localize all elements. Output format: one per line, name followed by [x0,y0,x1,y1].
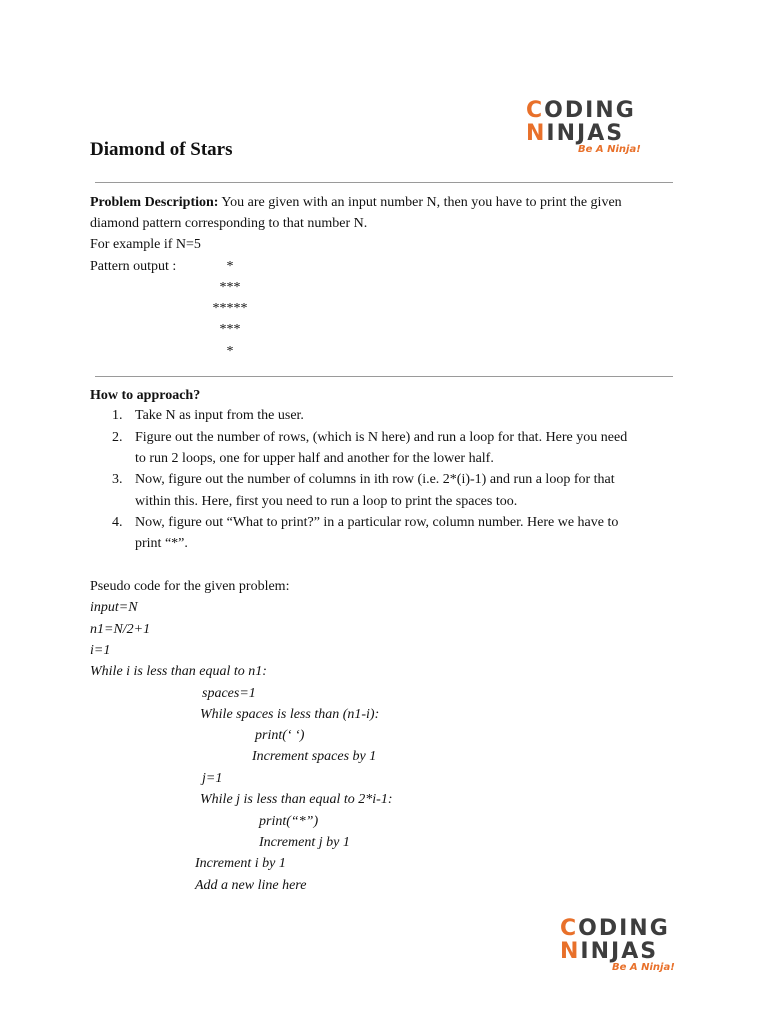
step-text: Now, figure out the number of columns in ith row (i.e. 2*(i)-1) and run a loop for that [135,472,615,487]
pseudo-line: While j is less than equal to 2*i-1: [200,792,393,807]
pattern-row: * [226,344,234,359]
pseudo-line: spaces=1 [202,686,256,701]
step-text: Now, figure out “What to print?” in a particular row, column number. Here we have to [135,515,619,530]
step-text: print “*”. [135,536,188,551]
example-line: For example if N=5 [90,237,201,252]
coding-ninjas-logo-footer [560,918,675,973]
logo-tagline: Be A Ninja! [612,962,675,973]
logo-tagline: Be A Ninja! [578,144,641,155]
pseudo-line: n1=N/2+1 [90,622,151,637]
logo-line-2: NINJAS [526,121,625,146]
step-number: 4. [112,515,123,530]
pseudo-line: While i is less than equal to n1: [90,664,267,679]
step-text: within this. Here, first you need to run a loop to print the spaces too. [135,494,518,509]
coding-ninjas-logo [526,100,641,155]
problem-text-2: diamond pattern corresponding to that number N. [90,216,368,231]
pseudo-line: Increment i by 1 [195,856,286,871]
logo-line-2: NINJAS [560,939,659,964]
pattern-row: * [226,259,234,274]
pseudo-line: input=N [90,600,138,615]
step-number: 3. [112,472,123,487]
step-number: 1. [112,408,123,423]
page-title: Diamond of Stars [90,139,233,160]
pseudo-line: i=1 [90,643,111,658]
step-text: Take N as input from the user. [135,408,304,423]
pseudo-line: Increment spaces by 1 [252,749,377,764]
pattern-output-label: Pattern output : [90,259,177,274]
problem-text-1: You are given with an input number N, then you have to print the given [218,195,622,210]
step-text: Figure out the number of rows, (which is N here) and run a loop for that. Here you need [135,430,628,445]
logo-line-1: CODING [560,916,670,941]
approach-heading: How to approach? [90,388,201,403]
pattern-row: *** [219,322,241,337]
pattern-row: *** [219,280,241,295]
pseudo-heading: Pseudo code for the given problem: [90,579,290,594]
step-text: to run 2 loops, one for upper half and another for the lower half. [135,451,494,466]
pseudo-line: j=1 [202,771,223,786]
logo-line-1: CODING [526,98,636,123]
problem-line-1 [90,192,622,213]
pseudo-line: print(‘ ‘) [255,728,305,743]
divider-top [95,182,673,183]
pseudo-line: print(“*”) [259,814,319,829]
divider-middle [95,376,673,377]
pseudo-line: Increment j by 1 [259,835,350,850]
pseudo-line: While spaces is less than (n1-i): [200,707,380,722]
step-number: 2. [112,430,123,445]
pseudo-line: Add a new line here [195,878,307,893]
problem-label: Problem Description: [90,195,219,210]
pattern-row: ***** [212,301,248,316]
